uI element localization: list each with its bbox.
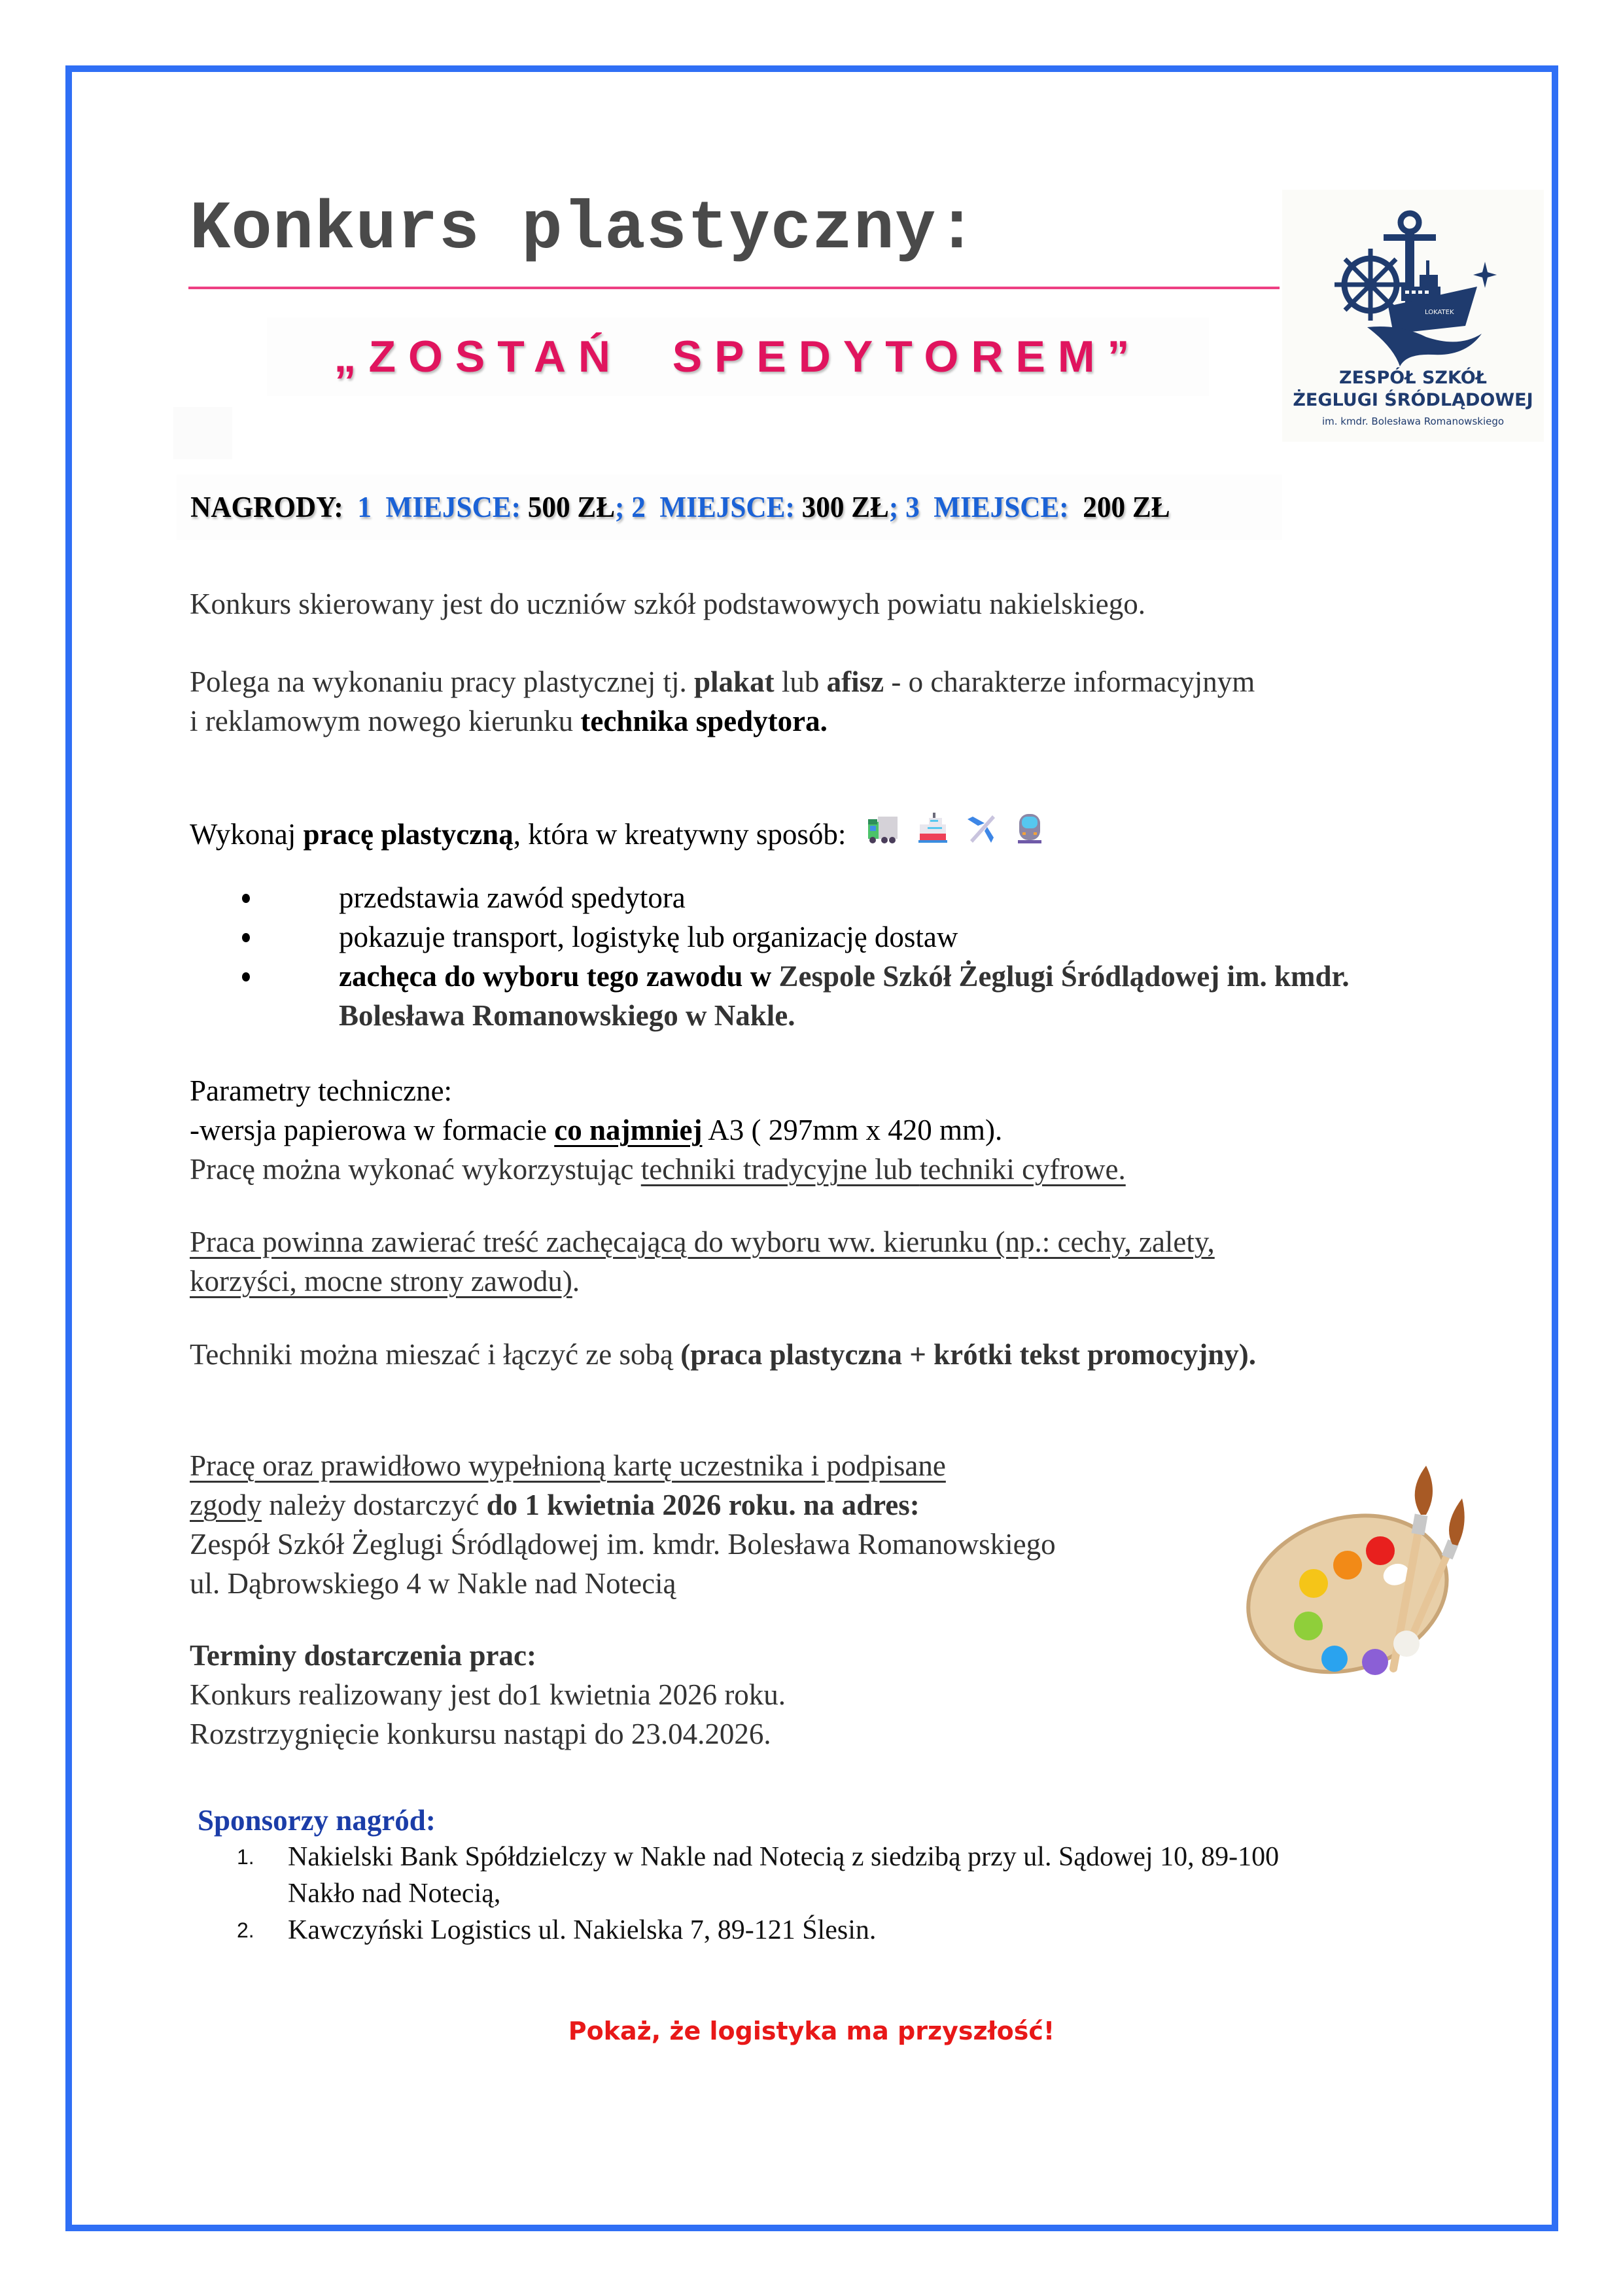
prize-1-place: 1 MIEJSCE: (357, 491, 521, 523)
svg-text:LOKATEK: LOKATEK (1425, 309, 1454, 316)
content-req-line-2 (190, 1262, 1215, 1301)
delivery-info (190, 1446, 1056, 1603)
prize-separator: ; (615, 491, 632, 523)
technical-params (190, 1071, 1126, 1189)
prize-1-amount: 500 ZŁ (520, 491, 616, 523)
text-bold: pracę plastyczną (303, 818, 514, 851)
airplane-icon (965, 811, 998, 845)
text: - o charakterze informacyjnym (884, 665, 1255, 698)
truck-icon (867, 811, 899, 845)
anchor-ship-emblem-icon (1328, 209, 1498, 366)
list-number: 2. (237, 1918, 254, 1942)
list-item (242, 878, 1350, 917)
criteria-list (242, 878, 1350, 1035)
title-underline-divider (188, 287, 1280, 289)
slogan: Pokaż, że logistyka ma przyszłość! (568, 2017, 1055, 2045)
paint-palette-icon (1230, 1453, 1465, 1688)
content-req-line-1: Praca powinna zawierać treść zachęcającą do wyboru ww. kierunku (np.: cechy, zalety, (190, 1226, 1215, 1258)
delivery-address-line-2: ul. Dąbrowskiego 4 w Nakle nad Notecią (190, 1567, 676, 1600)
prize-separator: ; (888, 491, 906, 523)
text-bold: Bolesława Romanowskiego w Nakle. (339, 999, 795, 1032)
text: Kawczyński Logistics ul. Nakielska 7, 89-121 Ślesin. (288, 1915, 877, 1945)
sponsor-item (237, 1839, 1279, 1912)
text: przedstawia zawód spedytora (339, 881, 686, 914)
bullet-icon (242, 894, 250, 903)
text-underlined: zgody (190, 1489, 262, 1521)
text: A3 ( 297mm x 420 mm). (702, 1114, 1003, 1146)
text: -wersja papierowa w formacie (190, 1114, 555, 1146)
text: , która w kreatywny sposób: (513, 818, 846, 851)
prizes-label: NAGRODY: (190, 491, 343, 523)
prizes-banner (177, 474, 1282, 540)
sponsor-item (237, 1912, 1279, 1949)
contest-subtitle: „ZOSTAŃ SPEDYTOREM” (334, 332, 1142, 381)
delivery-line-1: Pracę oraz prawidłowo wypełnioną kartę uczestnika i podpisane (190, 1449, 946, 1482)
text-bold: technika spedytora. (580, 705, 828, 737)
page-title: Konkurs plastyczny: (190, 191, 978, 268)
text: . (572, 1265, 580, 1298)
task-line-1 (190, 662, 1255, 701)
logo-title-line1: ZESPÓŁ SZKÓŁ (1339, 368, 1487, 388)
text: Pracę można wykonać wykorzystując (190, 1153, 641, 1186)
sponsors-heading: Sponsorzy nagród: (198, 1804, 436, 1837)
deadlines-line-2: Rozstrzygnięcie konkursu nastąpi do 23.04.2026. (190, 1718, 771, 1750)
bullet-icon (242, 972, 250, 981)
logo-subtitle: im. kmdr. Bolesława Romanowskiego (1321, 415, 1505, 427)
text-underlined: korzyści, mocne strony zawodu) (190, 1265, 572, 1298)
text: pokazuje transport, logistykę lub organizację dostaw (339, 921, 958, 953)
content-requirements (190, 1222, 1215, 1301)
deadlines-heading: Terminy dostarczenia prac: (190, 1639, 536, 1672)
text-bold: afisz (826, 665, 884, 698)
text-underlined: techniki cyfrowe. (919, 1153, 1126, 1186)
train-icon (1014, 811, 1047, 845)
text-bold: Zespole Szkół Żeglugi Śródlądowej im. kmdr. (778, 960, 1350, 993)
list-item (242, 917, 1350, 957)
ship-icon (916, 811, 949, 845)
make-paragraph (190, 811, 1047, 854)
params-line-2 (190, 1150, 1126, 1189)
intro-paragraph: Konkurs skierowany jest do uczniów szkół podstawowych powiatu nakielskiego. (190, 588, 1145, 620)
decorative-box (173, 407, 232, 459)
prize-2-amount: 300 ZŁ (794, 491, 889, 523)
params-heading: Parametry techniczne: (190, 1074, 453, 1107)
task-paragraph (190, 662, 1255, 741)
text: Techniki można mieszać i łączyć ze sobą (190, 1338, 681, 1371)
sponsors-list (237, 1839, 1279, 1949)
logo-title-line2: ŻEGLUGI ŚRÓDLĄDOWEJ (1293, 390, 1533, 410)
school-logo (1282, 190, 1544, 442)
text-bold-underlined: co najmniej (554, 1114, 703, 1146)
text: Nakło nad Notecią, (288, 1879, 501, 1909)
text-bold: zachęca do wyboru tego zawodu w (339, 960, 779, 993)
prize-3-place: 3 MIEJSCE: (905, 491, 1069, 523)
params-line-1 (190, 1110, 1126, 1150)
deadlines (190, 1636, 786, 1754)
text-bold: do 1 kwietnia 2026 roku. na adres: (486, 1489, 920, 1521)
text: i reklamowym nowego kierunku (190, 705, 581, 737)
bullet-icon (242, 933, 250, 942)
deadlines-line-1: Konkurs realizowany jest do1 kwietnia 2026 roku. (190, 1678, 786, 1711)
prize-2-place: 2 MIEJSCE: (631, 491, 795, 523)
delivery-address-line-1: Zespół Szkół Żeglugi Śródlądowej im. kmdr. Bolesława Romanowskiego (190, 1528, 1056, 1561)
text: należy dostarczyć (261, 1489, 487, 1521)
mix-techniques (190, 1335, 1256, 1374)
text: Nakielski Bank Spółdzielczy w Nakle nad Notecią z siedzibą przy ul. Sądowej 10, 89-100 (288, 1842, 1280, 1872)
text: Polega na wykonaniu pracy plastycznej tj. (190, 665, 695, 698)
subtitle-banner (267, 317, 1209, 396)
text: lub (774, 665, 827, 698)
text-bold: (praca plastyczna + krótki tekst promocyjny). (680, 1338, 1256, 1371)
text-bold: plakat (694, 665, 775, 698)
task-line-2 (190, 701, 1255, 741)
list-number: 1. (237, 1845, 254, 1869)
sponsors-section (198, 1801, 436, 1840)
text: Wykonaj (190, 818, 304, 851)
prize-3-amount: 200 ZŁ (1068, 491, 1170, 523)
text-underlined: techniki tradycyjne lub (640, 1153, 920, 1186)
list-item (242, 957, 1350, 1035)
delivery-line-2 (190, 1485, 1056, 1525)
